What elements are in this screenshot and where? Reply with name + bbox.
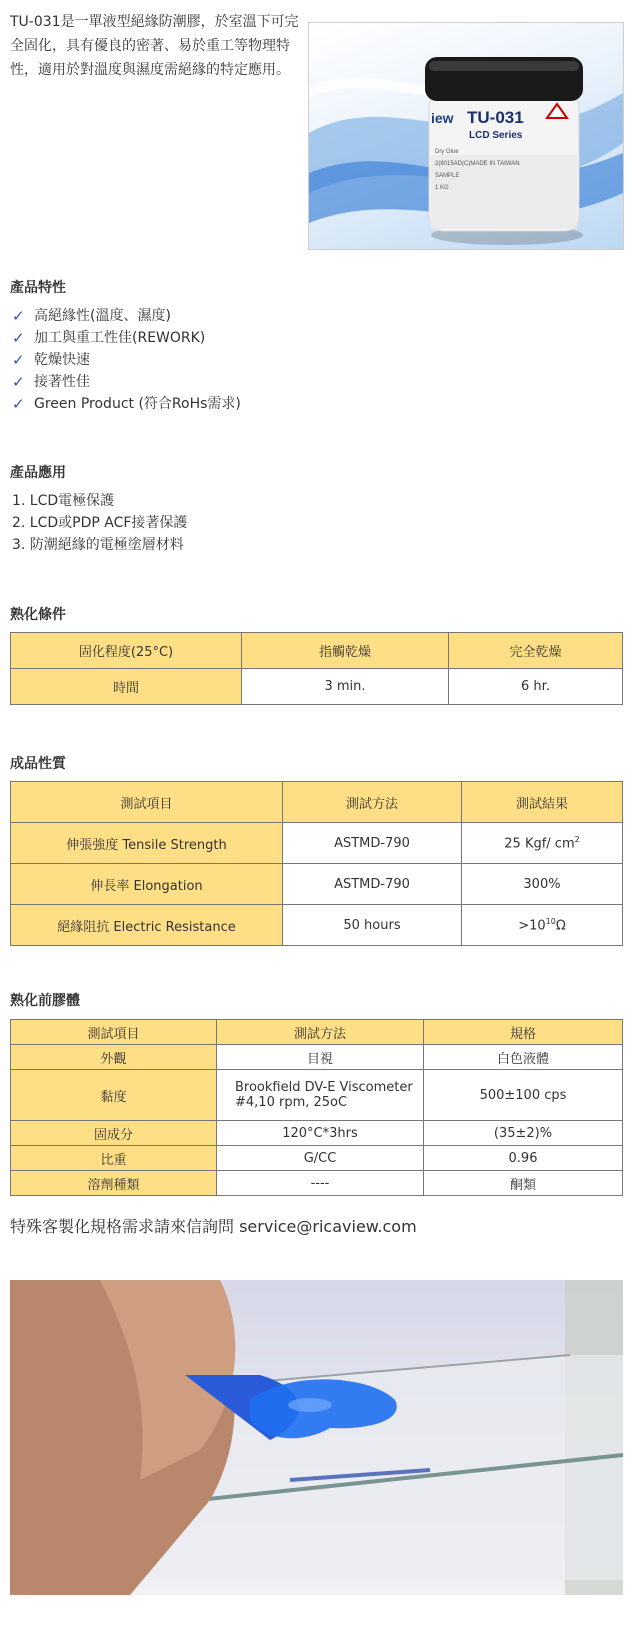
table-row xyxy=(11,864,623,905)
table-cell: 時間 xyxy=(11,669,242,705)
application-photo xyxy=(10,1280,623,1595)
table-row xyxy=(11,633,623,669)
table-cell: ASTMD-790 xyxy=(283,864,462,905)
table-row xyxy=(11,1045,623,1070)
table-cell: 白色液體 xyxy=(424,1045,623,1070)
table-row xyxy=(11,1171,623,1196)
table-cell: 25 Kgf/ $cm^2$ xyxy=(462,823,623,864)
jar-label-line-1: Dry Glue xyxy=(435,149,459,155)
table-row xyxy=(11,782,623,823)
table-header-cell: 指觸乾燥 xyxy=(242,633,449,669)
features-title: 產品特性 xyxy=(10,280,66,296)
jar-label-line-2: 2(8015AD(C)MADE IN TAIWAN xyxy=(435,161,520,167)
applications-list xyxy=(12,490,187,556)
table-cell: 黏度 xyxy=(11,1070,217,1121)
feature-item: ✓ 乾燥快速 xyxy=(12,351,90,369)
intro-text: TU-031是一單液型絕緣防潮膠，於室溫下可完全固化，具有優良的密著、易於重工等物理特性，適用於對溫度與濕度需絕緣的特定應用。 xyxy=(10,14,299,78)
table-cell: 固成分 xyxy=(11,1121,217,1146)
applications-title: 產品應用 xyxy=(10,465,66,481)
table-header-cell: 測試項目 xyxy=(11,782,283,823)
table-cell: 6 hr. xyxy=(449,669,623,705)
jar-model: TU-031 xyxy=(467,108,524,127)
table-header-cell: 規格 xyxy=(424,1020,623,1045)
check-icon: ✓ xyxy=(12,307,25,325)
check-icon: ✓ xyxy=(12,329,25,347)
application-item: 1. LCD電極保護 xyxy=(12,493,115,509)
table-cell: 120°C*3hrs xyxy=(217,1121,424,1146)
table-cell: 500±100 cps xyxy=(424,1070,623,1121)
table-cell: 比重 xyxy=(11,1146,217,1171)
table-header-cell: 測試項目 xyxy=(11,1020,217,1045)
check-icon: ✓ xyxy=(12,395,25,413)
finished-title: 成品性質 xyxy=(10,756,66,772)
table-cell: 外觀 xyxy=(11,1045,217,1070)
finished-table xyxy=(10,781,623,946)
table-row xyxy=(11,1121,623,1146)
table-cell: G/CC xyxy=(217,1146,424,1171)
application-item: 2. LCD或PDP ACF接著保護 xyxy=(12,515,188,531)
feature-item: ✓ 高絕緣性(溫度、濕度) xyxy=(12,307,171,325)
jar-brand: iew xyxy=(431,110,454,126)
table-cell: ---- xyxy=(217,1171,424,1196)
feature-item: ✓ 接著性佳 xyxy=(12,373,90,391)
table-header-cell: 完全乾燥 xyxy=(449,633,623,669)
jar-label-line-4: 1 KG xyxy=(435,185,449,191)
table-header-cell: 固化程度(25°C) xyxy=(11,633,242,669)
table-cell: (35±2)% xyxy=(424,1121,623,1146)
table-row xyxy=(11,1020,623,1045)
glue-on-glass-illustration xyxy=(10,1280,623,1595)
table-cell: $>10^{10}\Omega$ xyxy=(462,905,623,946)
table-row xyxy=(11,1070,623,1121)
application-item: 3. 防潮絕緣的電極塗層材料 xyxy=(12,537,184,553)
table-cell: 伸張強度 Tensile Strength xyxy=(11,823,283,864)
table-cell: ASTMD-790 xyxy=(283,823,462,864)
table-header-cell: 測試結果 xyxy=(462,782,623,823)
product-photo xyxy=(308,22,624,250)
table-cell: 目視 xyxy=(217,1045,424,1070)
contact-text: 特殊客製化規格需求請來信詢問 service@ricaview.com xyxy=(10,1217,417,1236)
table-row xyxy=(11,669,623,705)
table-cell: 酮類 xyxy=(424,1171,623,1196)
curing-title: 熟化條件 xyxy=(10,607,66,623)
table-cell: 50 hours xyxy=(283,905,462,946)
table-cell: 300% xyxy=(462,864,623,905)
feature-item: ✓ Green Product (符合RoHs需求) xyxy=(12,395,241,413)
jar-label-line-3: SAMPLE xyxy=(435,173,460,179)
table-cell: 3 min. xyxy=(242,669,449,705)
table-header-cell: 測試方法 xyxy=(283,782,462,823)
table-row xyxy=(11,1146,623,1171)
table-cell: 絕緣阻抗 Electric Resistance xyxy=(11,905,283,946)
table-row xyxy=(11,823,623,864)
precure-title: 熟化前膠體 xyxy=(10,993,80,1009)
curing-table xyxy=(10,632,623,705)
table-header-cell: 測試方法 xyxy=(217,1020,424,1045)
feature-item: ✓ 加工與重工性佳(REWORK) xyxy=(12,329,206,347)
table-cell: 伸長率 Elongation xyxy=(11,864,283,905)
table-cell: Brookfield DV-E Viscometer #4,10 rpm, 25oC xyxy=(217,1070,424,1121)
table-cell: 溶劑種類 xyxy=(11,1171,217,1196)
check-icon: ✓ xyxy=(12,373,25,391)
table-row xyxy=(11,905,623,946)
jar-series: LCD Series xyxy=(469,130,523,141)
product-jar-illustration xyxy=(309,23,623,249)
check-icon: ✓ xyxy=(12,351,25,369)
table-cell: 0.96 xyxy=(424,1146,623,1171)
precure-table xyxy=(10,1019,623,1196)
features-list xyxy=(12,305,241,415)
